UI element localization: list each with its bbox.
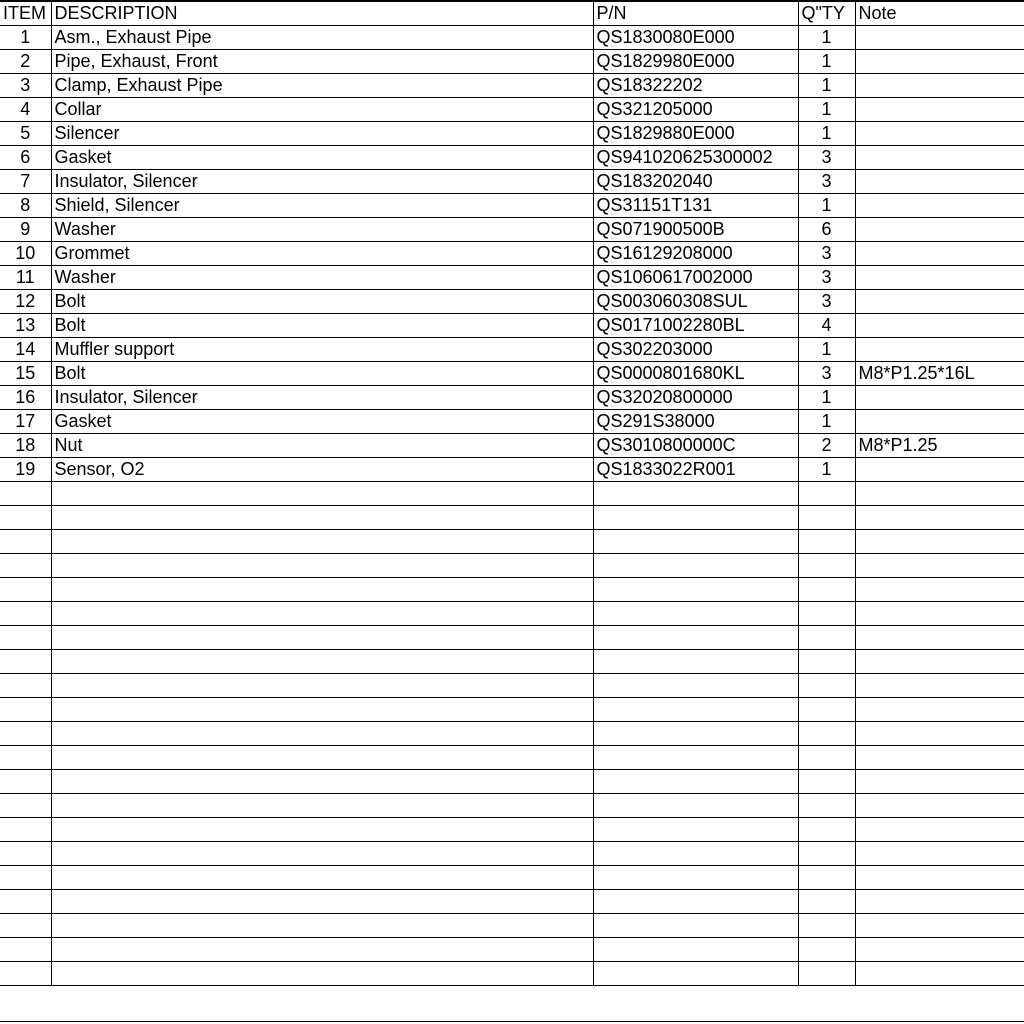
table-row [0, 578, 1024, 602]
cell-quantity: 1 [798, 50, 855, 74]
cell-part-number [593, 794, 798, 818]
table-row [0, 770, 1024, 794]
cell-note [855, 938, 1024, 962]
cell-quantity [798, 578, 855, 602]
cell-part-number: QS1060617002000 [593, 266, 798, 290]
table-row [0, 722, 1024, 746]
cell-note [855, 602, 1024, 626]
cell-item [0, 890, 51, 914]
cell-note [855, 314, 1024, 338]
table-row [0, 194, 1024, 218]
cell-note [855, 842, 1024, 866]
cell-item: 14 [0, 338, 51, 362]
cell-quantity [798, 938, 855, 962]
cell-description [51, 626, 593, 650]
cell-item [0, 818, 51, 842]
cell-item: 7 [0, 170, 51, 194]
cell-description [51, 842, 593, 866]
cell-item: 5 [0, 122, 51, 146]
cell-item [0, 938, 51, 962]
cell-note [855, 890, 1024, 914]
cell-quantity: 1 [798, 98, 855, 122]
table-row [0, 218, 1024, 242]
table-row [0, 122, 1024, 146]
cell-part-number: QS071900500B [593, 218, 798, 242]
cell-item: 19 [0, 458, 51, 482]
cell-quantity: 3 [798, 266, 855, 290]
cell-description [51, 746, 593, 770]
cell-quantity [798, 722, 855, 746]
cell-quantity: 1 [798, 338, 855, 362]
cell-note [855, 458, 1024, 482]
cell-item [0, 530, 51, 554]
cell-description: Collar [51, 98, 593, 122]
cell-note [855, 698, 1024, 722]
cell-item [0, 842, 51, 866]
cell-description: Insulator, Silencer [51, 170, 593, 194]
cell-quantity [798, 506, 855, 530]
cell-item [0, 698, 51, 722]
cell-description: Washer [51, 266, 593, 290]
cell-note [855, 650, 1024, 674]
cell-description [51, 674, 593, 698]
bottom-border-line [0, 1021, 1024, 1022]
cell-quantity [798, 530, 855, 554]
table-row [0, 698, 1024, 722]
cell-description: Gasket [51, 410, 593, 434]
cell-note [855, 506, 1024, 530]
cell-part-number [593, 602, 798, 626]
cell-description [51, 530, 593, 554]
table-row [0, 938, 1024, 962]
cell-part-number [593, 746, 798, 770]
cell-item [0, 674, 51, 698]
cell-quantity [798, 866, 855, 890]
cell-quantity [798, 794, 855, 818]
table-row [0, 482, 1024, 506]
cell-part-number: QS1829880E000 [593, 122, 798, 146]
cell-quantity [798, 698, 855, 722]
cell-item: 16 [0, 386, 51, 410]
cell-note: M8*P1.25 [855, 434, 1024, 458]
cell-note: M8*P1.25*16L [855, 362, 1024, 386]
header-item: ITEM [0, 1, 51, 26]
cell-note [855, 674, 1024, 698]
cell-description: Sensor, O2 [51, 458, 593, 482]
cell-item: 17 [0, 410, 51, 434]
cell-note [855, 530, 1024, 554]
cell-item [0, 650, 51, 674]
cell-quantity: 4 [798, 314, 855, 338]
cell-description: Washer [51, 218, 593, 242]
cell-item: 13 [0, 314, 51, 338]
cell-note [855, 146, 1024, 170]
table-row [0, 458, 1024, 482]
cell-item [0, 746, 51, 770]
cell-part-number [593, 674, 798, 698]
cell-note [855, 482, 1024, 506]
cell-description [51, 506, 593, 530]
cell-description: Bolt [51, 362, 593, 386]
cell-quantity: 3 [798, 170, 855, 194]
cell-item: 11 [0, 266, 51, 290]
table-row [0, 266, 1024, 290]
cell-quantity: 1 [798, 122, 855, 146]
cell-item: 8 [0, 194, 51, 218]
cell-part-number: QS18322202 [593, 74, 798, 98]
table-row [0, 242, 1024, 266]
cell-part-number: QS941020625300002 [593, 146, 798, 170]
cell-quantity: 3 [798, 362, 855, 386]
cell-quantity: 1 [798, 194, 855, 218]
cell-note [855, 578, 1024, 602]
table-row [0, 362, 1024, 386]
cell-item: 10 [0, 242, 51, 266]
cell-description [51, 482, 593, 506]
cell-note [855, 914, 1024, 938]
cell-quantity [798, 818, 855, 842]
cell-quantity: 3 [798, 290, 855, 314]
cell-description: Shield, Silencer [51, 194, 593, 218]
table-row [0, 914, 1024, 938]
cell-item: 9 [0, 218, 51, 242]
table-row [0, 866, 1024, 890]
table-row [0, 434, 1024, 458]
cell-quantity [798, 842, 855, 866]
cell-part-number [593, 650, 798, 674]
cell-description [51, 914, 593, 938]
cell-item: 6 [0, 146, 51, 170]
cell-part-number: QS32020800000 [593, 386, 798, 410]
cell-item [0, 554, 51, 578]
cell-item [0, 602, 51, 626]
cell-part-number: QS1833022R001 [593, 458, 798, 482]
cell-note [855, 962, 1024, 986]
table-row [0, 98, 1024, 122]
header-note: Note [855, 1, 1024, 26]
cell-quantity: 3 [798, 146, 855, 170]
cell-quantity [798, 674, 855, 698]
header-description: DESCRIPTION [51, 1, 593, 26]
cell-quantity: 1 [798, 458, 855, 482]
cell-quantity [798, 482, 855, 506]
cell-description [51, 578, 593, 602]
cell-part-number: QS3010800000C [593, 434, 798, 458]
cell-quantity: 1 [798, 26, 855, 50]
cell-note [855, 338, 1024, 362]
cell-part-number [593, 866, 798, 890]
cell-part-number: QS291S38000 [593, 410, 798, 434]
cell-item [0, 578, 51, 602]
cell-item [0, 794, 51, 818]
cell-note [855, 866, 1024, 890]
table-row [0, 674, 1024, 698]
cell-part-number: QS183202040 [593, 170, 798, 194]
cell-description: Gasket [51, 146, 593, 170]
cell-note [855, 386, 1024, 410]
header-row [0, 1, 1024, 26]
cell-description: Asm., Exhaust Pipe [51, 26, 593, 50]
cell-part-number [593, 938, 798, 962]
cell-item: 2 [0, 50, 51, 74]
cell-note [855, 626, 1024, 650]
cell-quantity [798, 602, 855, 626]
cell-part-number [593, 554, 798, 578]
table-row [0, 314, 1024, 338]
cell-note [855, 770, 1024, 794]
cell-description [51, 602, 593, 626]
cell-part-number: QS321205000 [593, 98, 798, 122]
cell-item: 4 [0, 98, 51, 122]
cell-note [855, 122, 1024, 146]
cell-description [51, 770, 593, 794]
cell-description: Bolt [51, 314, 593, 338]
table-row [0, 50, 1024, 74]
cell-description: Insulator, Silencer [51, 386, 593, 410]
cell-description: Nut [51, 434, 593, 458]
table-row [0, 650, 1024, 674]
table-row [0, 506, 1024, 530]
cell-quantity [798, 746, 855, 770]
table-row [0, 74, 1024, 98]
cell-description [51, 866, 593, 890]
cell-item [0, 482, 51, 506]
cell-part-number: QS0171002280BL [593, 314, 798, 338]
cell-part-number [593, 578, 798, 602]
cell-part-number: QS003060308SUL [593, 290, 798, 314]
table-row [0, 170, 1024, 194]
table-row [0, 746, 1024, 770]
table-row [0, 818, 1024, 842]
cell-note [855, 746, 1024, 770]
cell-description: Bolt [51, 290, 593, 314]
table-row [0, 842, 1024, 866]
cell-quantity [798, 650, 855, 674]
cell-quantity: 6 [798, 218, 855, 242]
cell-item [0, 914, 51, 938]
cell-item [0, 722, 51, 746]
cell-part-number [593, 962, 798, 986]
cell-quantity: 3 [798, 242, 855, 266]
cell-description [51, 650, 593, 674]
cell-quantity: 1 [798, 74, 855, 98]
cell-item [0, 866, 51, 890]
table-body [0, 26, 1024, 986]
cell-note [855, 290, 1024, 314]
cell-item [0, 770, 51, 794]
table-row [0, 554, 1024, 578]
cell-description: Pipe, Exhaust, Front [51, 50, 593, 74]
cell-part-number [593, 818, 798, 842]
cell-description [51, 722, 593, 746]
cell-item [0, 962, 51, 986]
cell-quantity [798, 554, 855, 578]
table-row [0, 626, 1024, 650]
cell-description [51, 794, 593, 818]
cell-description [51, 962, 593, 986]
table-row [0, 290, 1024, 314]
cell-note [855, 218, 1024, 242]
table-row [0, 410, 1024, 434]
cell-description: Clamp, Exhaust Pipe [51, 74, 593, 98]
cell-part-number [593, 770, 798, 794]
cell-quantity: 2 [798, 434, 855, 458]
cell-item: 1 [0, 26, 51, 50]
table-row [0, 338, 1024, 362]
table-row [0, 386, 1024, 410]
cell-item: 15 [0, 362, 51, 386]
cell-note [855, 722, 1024, 746]
cell-quantity [798, 914, 855, 938]
cell-description [51, 890, 593, 914]
cell-quantity [798, 626, 855, 650]
table-row [0, 602, 1024, 626]
cell-note [855, 98, 1024, 122]
cell-note [855, 74, 1024, 98]
cell-part-number [593, 842, 798, 866]
table-row [0, 530, 1024, 554]
cell-item: 18 [0, 434, 51, 458]
cell-part-number: QS1829980E000 [593, 50, 798, 74]
header-part-number: P/N [593, 1, 798, 26]
cell-quantity: 1 [798, 410, 855, 434]
cell-quantity [798, 962, 855, 986]
cell-part-number [593, 482, 798, 506]
table-row [0, 890, 1024, 914]
table-row [0, 146, 1024, 170]
cell-part-number: QS0000801680KL [593, 362, 798, 386]
cell-description [51, 698, 593, 722]
cell-part-number: QS1830080E000 [593, 26, 798, 50]
cell-note [855, 50, 1024, 74]
cell-quantity [798, 770, 855, 794]
cell-part-number [593, 722, 798, 746]
cell-part-number [593, 506, 798, 530]
cell-part-number [593, 698, 798, 722]
cell-item: 3 [0, 74, 51, 98]
cell-description [51, 938, 593, 962]
cell-description: Silencer [51, 122, 593, 146]
cell-note [855, 242, 1024, 266]
table-row [0, 962, 1024, 986]
cell-description [51, 818, 593, 842]
cell-item [0, 506, 51, 530]
cell-part-number: QS16129208000 [593, 242, 798, 266]
cell-description [51, 554, 593, 578]
cell-description: Grommet [51, 242, 593, 266]
cell-note [855, 794, 1024, 818]
table-row [0, 26, 1024, 50]
cell-note [855, 554, 1024, 578]
cell-part-number [593, 914, 798, 938]
cell-note [855, 818, 1024, 842]
cell-item: 12 [0, 290, 51, 314]
cell-note [855, 410, 1024, 434]
cell-note [855, 194, 1024, 218]
cell-part-number: QS31151T131 [593, 194, 798, 218]
cell-part-number [593, 890, 798, 914]
cell-note [855, 170, 1024, 194]
cell-description: Muffler support [51, 338, 593, 362]
cell-quantity: 1 [798, 386, 855, 410]
cell-item [0, 626, 51, 650]
cell-part-number: QS302203000 [593, 338, 798, 362]
cell-part-number [593, 626, 798, 650]
cell-note [855, 26, 1024, 50]
header-quantity: Q"TY [798, 1, 855, 26]
cell-part-number [593, 530, 798, 554]
table-row [0, 794, 1024, 818]
cell-note [855, 266, 1024, 290]
cell-quantity [798, 890, 855, 914]
